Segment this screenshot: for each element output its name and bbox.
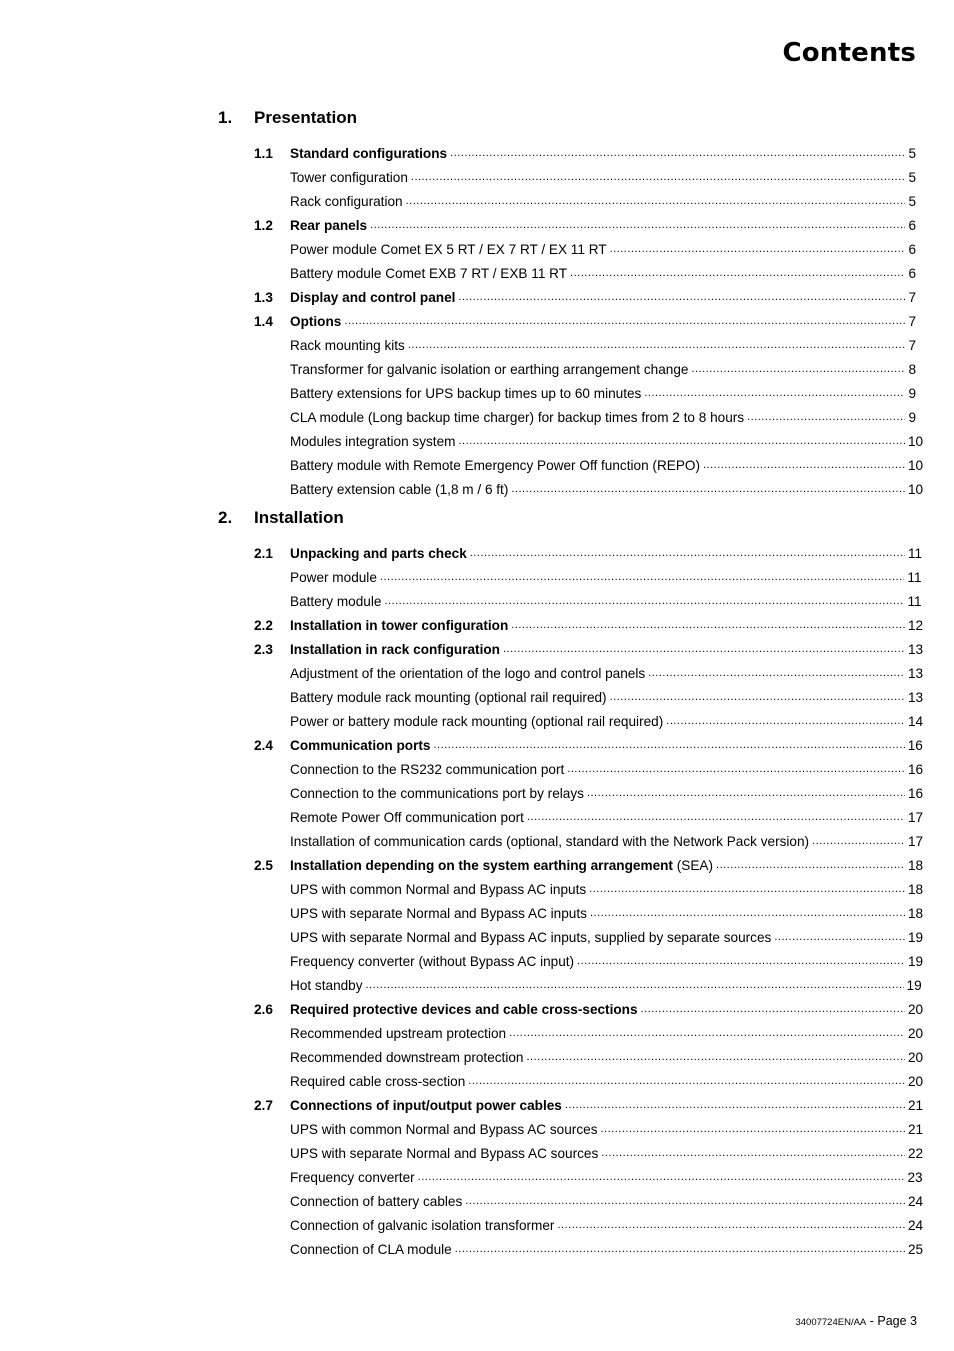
toc-subsection-entry[interactable] (218, 898, 924, 922)
dot-leader (644, 385, 905, 402)
entry-page-number: 20 (908, 1074, 924, 1089)
entry-title (290, 337, 405, 354)
toc-subsection-entry[interactable] (218, 1066, 924, 1090)
entry-title-text: Connection to the RS232 communication port (290, 762, 565, 777)
dot-leader (380, 569, 904, 586)
toc-subsection-entry[interactable] (218, 778, 924, 802)
dot-leader (601, 1145, 905, 1162)
toc-section-entry[interactable] (218, 306, 916, 330)
entry-title (290, 313, 341, 330)
chapter-title: Presentation (254, 108, 357, 127)
dot-leader (641, 1001, 905, 1018)
entry-title (290, 929, 771, 946)
toc-subsection-entry[interactable] (218, 354, 916, 378)
toc-subsection-entry[interactable] (218, 162, 916, 186)
entry-page-number: 14 (908, 714, 924, 729)
entry-title (290, 169, 408, 186)
section-number: 2.4 (254, 738, 273, 753)
entry-title (290, 857, 713, 874)
entry-title-text: Hot standby (290, 978, 363, 993)
entry-title-text: Installation of communication cards (optional, standard with the Network Pack version) (290, 834, 810, 849)
entry-title (290, 665, 645, 682)
entry-page-number: 5 (908, 146, 916, 161)
chapter-title: Installation (254, 508, 344, 527)
dot-leader (703, 457, 905, 474)
entry-title (290, 1073, 465, 1090)
section-number: 2.6 (254, 1002, 273, 1017)
toc-subsection-entry[interactable] (218, 1186, 924, 1210)
entry-page-number: 25 (908, 1242, 924, 1257)
entry-title (290, 217, 367, 234)
entry-title-text: Connection of battery cables (290, 1194, 463, 1209)
entry-title-text: CLA module (Long backup time charger) for backup times from 2 to 8 hours (290, 410, 745, 425)
entry-title-text: Remote Power Off communication port (290, 810, 524, 825)
dot-leader (418, 1169, 905, 1186)
entry-page-number: 8 (908, 362, 916, 377)
entry-title (290, 145, 447, 162)
entry-title-text: Modules integration system (290, 434, 456, 449)
entry-title-text: Battery module with Remote Emergency Power Off function (REPO) (290, 458, 700, 473)
toc-subsection-entry[interactable] (218, 186, 916, 210)
chapter-number: 1. (218, 108, 233, 127)
entry-title-text: Frequency converter (290, 1170, 415, 1185)
entry-title (290, 1241, 452, 1258)
toc-subsection-entry[interactable] (218, 562, 922, 586)
entry-title (290, 833, 809, 850)
entry-title (290, 569, 377, 586)
entry-title-text: Required protective devices and cable cross-sections (290, 1002, 638, 1017)
entry-title-text: Battery module Comet EXB 7 RT / EXB 11 RT (290, 266, 568, 281)
entry-title-text: Transformer for galvanic isolation or earthing arrangement change (290, 362, 689, 377)
entry-title-text: Installation depending on the system earthing arrangement (290, 858, 673, 873)
entry-title (290, 241, 607, 258)
dot-leader (601, 1121, 906, 1138)
toc-subsection-entry[interactable] (218, 426, 924, 450)
entry-page-number: 24 (908, 1218, 924, 1233)
dot-leader (465, 1193, 905, 1210)
section-number: 2.2 (254, 618, 273, 633)
dot-leader (468, 1073, 905, 1090)
entry-title-text: Power module Comet EX 5 RT / EX 7 RT / EX 11 RT (290, 242, 607, 257)
dot-leader (716, 857, 905, 874)
entry-page-number: 20 (908, 1050, 924, 1065)
dot-leader (610, 241, 905, 258)
entry-page-number: 18 (908, 858, 924, 873)
entry-page-number: 20 (908, 1026, 924, 1041)
entry-page-number: 23 (907, 1170, 923, 1185)
entry-title (290, 881, 586, 898)
entry-title (290, 761, 564, 778)
toc-subsection-entry[interactable] (218, 706, 924, 730)
entry-title (290, 545, 467, 562)
toc-subsection-entry[interactable] (218, 754, 924, 778)
entry-title-text: Rack mounting kits (290, 338, 405, 353)
entry-title-text: Rear panels (290, 218, 368, 233)
dot-leader (570, 265, 905, 282)
section-number: 2.5 (254, 858, 273, 873)
entry-title-text: Adjustment of the orientation of the logo and control panels (290, 666, 646, 681)
entry-title-text: Frequency converter (without Bypass AC input) (290, 954, 575, 969)
toc-section-entry[interactable] (218, 1090, 924, 1114)
chapter-heading[interactable] (218, 508, 916, 538)
entry-page-number: 16 (908, 786, 924, 801)
entry-page-number: 9 (908, 386, 916, 401)
entry-title-text: Power or battery module rack mounting (optional rail required) (290, 714, 664, 729)
entry-title (290, 1097, 562, 1114)
toc-section-entry[interactable] (218, 730, 923, 754)
toc-subsection-entry[interactable] (218, 922, 924, 946)
dot-leader (384, 593, 904, 610)
entry-title-text: Rack configuration (290, 194, 403, 209)
entry-title-text: Battery module (290, 594, 382, 609)
entry-title-text: Connection to the communications port by relays (290, 786, 584, 801)
entry-title (290, 617, 508, 634)
dot-leader (406, 193, 905, 210)
dot-leader (691, 361, 905, 378)
entry-title (290, 1121, 598, 1138)
dot-leader (666, 713, 905, 730)
table-of-contents (218, 108, 924, 1258)
entry-title-text: Battery extension cable (1,8 m / 6 ft) (290, 482, 509, 497)
entry-title (290, 953, 574, 970)
entry-page-number: 19 (908, 954, 924, 969)
entry-page-number: 9 (908, 410, 916, 425)
dot-leader (511, 617, 905, 634)
entry-title (290, 977, 363, 994)
entry-title-text: Power module (290, 570, 377, 585)
entry-title (290, 409, 744, 426)
dot-leader (527, 809, 905, 826)
dot-leader (526, 1049, 905, 1066)
entry-title (290, 193, 403, 210)
entry-title (290, 1193, 462, 1210)
toc-subsection-entry[interactable] (218, 330, 916, 354)
entry-title (290, 1025, 506, 1042)
entry-page-number: 10 (908, 434, 924, 449)
entry-title-text: Battery module rack mounting (optional rail required) (290, 690, 607, 705)
entry-page-number: 24 (908, 1194, 924, 1209)
dot-leader (590, 905, 905, 922)
dot-leader (433, 737, 904, 754)
entry-page-number: 18 (908, 906, 924, 921)
dot-leader (587, 785, 905, 802)
entry-page-number: 5 (908, 194, 916, 209)
entry-title-text: Options (290, 314, 342, 329)
toc-subsection-entry[interactable] (218, 1210, 924, 1234)
dot-leader (577, 953, 905, 970)
entry-title (290, 641, 500, 658)
entry-title (290, 289, 455, 306)
page-footer (795, 1314, 917, 1328)
entry-page-number: 17 (908, 834, 924, 849)
section-number: 1.4 (254, 314, 273, 329)
dot-leader (565, 1097, 905, 1114)
entry-title (290, 593, 381, 610)
toc-subsection-entry[interactable] (218, 258, 916, 282)
dot-leader (458, 289, 905, 306)
entry-title-text: UPS with separate Normal and Bypass AC inputs, supplied by separate sources (290, 930, 772, 945)
entry-page-number: 13 (908, 642, 924, 657)
entry-page-number: 12 (908, 618, 924, 633)
toc-subsection-entry[interactable] (218, 234, 916, 258)
entry-title (290, 689, 607, 706)
section-number: 1.1 (254, 146, 273, 161)
dot-leader (774, 929, 905, 946)
toc-section-entry[interactable] (218, 634, 924, 658)
toc-subsection-entry[interactable] (218, 402, 916, 426)
entry-title-text: Unpacking and parts check (290, 546, 467, 561)
entry-page-number: 17 (908, 810, 924, 825)
chapter-number: 2. (218, 508, 233, 527)
entry-title (290, 385, 641, 402)
entry-title-text: UPS with common Normal and Bypass AC sources (290, 1122, 598, 1137)
entry-page-number: 21 (908, 1098, 924, 1113)
toc-subsection-entry[interactable] (218, 874, 924, 898)
toc-subsection-entry[interactable] (218, 1042, 924, 1066)
toc-section-entry[interactable] (218, 138, 916, 162)
toc-subsection-entry[interactable] (218, 450, 924, 474)
toc-subsection-entry[interactable] (218, 802, 924, 826)
entry-title-text: Tower configuration (290, 170, 408, 185)
entry-title-text: Recommended downstream protection (290, 1050, 524, 1065)
document-code: 34007724EN/AA (795, 1317, 867, 1328)
entry-page-number: 6 (908, 266, 916, 281)
entry-page-number: 10 (908, 458, 924, 473)
toc-subsection-entry[interactable] (218, 586, 922, 610)
entry-page-number: 16 (907, 738, 923, 753)
dot-leader (450, 145, 905, 162)
toc-subsection-entry[interactable] (218, 1162, 923, 1186)
section-number: 2.3 (254, 642, 273, 657)
entry-title-text: Installation in rack configuration (290, 642, 500, 657)
page-number: - Page 3 (866, 1314, 917, 1328)
toc-section-entry[interactable] (218, 994, 924, 1018)
toc-subsection-entry[interactable] (218, 658, 924, 682)
toc-section-entry[interactable] (218, 210, 916, 234)
toc-subsection-entry[interactable] (218, 474, 924, 498)
dot-leader (747, 409, 905, 426)
entry-page-number: 6 (908, 242, 916, 257)
entry-page-number: 10 (908, 482, 924, 497)
entry-page-number: 5 (908, 170, 916, 185)
toc-section-entry[interactable] (218, 610, 924, 634)
toc-subsection-entry[interactable] (218, 946, 924, 970)
toc-subsection-entry[interactable] (218, 1234, 924, 1258)
dot-leader (503, 641, 905, 658)
chapter-heading[interactable] (218, 108, 916, 138)
toc-section-entry[interactable] (218, 850, 924, 874)
entry-title (290, 433, 455, 450)
dot-leader (344, 313, 905, 330)
entry-title-text: Recommended upstream protection (290, 1026, 507, 1041)
entry-title (290, 785, 584, 802)
section-number: 2.1 (254, 546, 273, 561)
section-number: 2.7 (254, 1098, 273, 1113)
dot-leader (370, 217, 905, 234)
dot-leader (567, 761, 905, 778)
entry-page-number: 13 (908, 666, 924, 681)
section-number: 1.2 (254, 218, 273, 233)
entry-page-number: 7 (908, 338, 916, 353)
entry-title-text: Connection of CLA module (290, 1242, 452, 1257)
entry-page-number: 6 (908, 218, 916, 233)
entry-title (290, 905, 587, 922)
entry-page-number: 21 (908, 1122, 924, 1137)
entry-page-number: 11 (908, 546, 923, 561)
toc-subsection-entry[interactable] (218, 1138, 924, 1162)
entry-page-number: 19 (906, 978, 922, 993)
dot-leader (589, 881, 905, 898)
section-number: 1.3 (254, 290, 273, 305)
dot-leader (648, 665, 905, 682)
entry-title (290, 1169, 415, 1186)
entry-title (290, 1001, 638, 1018)
dot-leader (509, 1025, 905, 1042)
entry-title-text: Display and control panel (290, 290, 456, 305)
toc-subsection-entry[interactable] (218, 682, 924, 706)
entry-page-number: 11 (907, 594, 922, 609)
entry-title (290, 481, 508, 498)
entry-title (290, 457, 700, 474)
entry-title (290, 361, 688, 378)
entry-title-suffix: (SEA) (676, 858, 714, 873)
dot-leader (812, 833, 905, 850)
entry-title-text: UPS with separate Normal and Bypass AC inputs (290, 906, 587, 921)
toc-subsection-entry[interactable] (218, 1114, 924, 1138)
dot-leader (470, 545, 905, 562)
entry-page-number: 7 (908, 290, 916, 305)
dot-leader (411, 169, 905, 186)
toc-subsection-entry[interactable] (218, 1018, 924, 1042)
dot-leader (408, 337, 905, 354)
entry-title (290, 713, 663, 730)
entry-page-number: 7 (908, 314, 916, 329)
entry-title-text: Connection of galvanic isolation transformer (290, 1218, 555, 1233)
entry-title (290, 265, 567, 282)
toc-section-entry[interactable] (218, 538, 923, 562)
toc-subsection-entry[interactable] (218, 970, 922, 994)
entry-title (290, 1145, 598, 1162)
entry-title-text: Required cable cross-section (290, 1074, 466, 1089)
entry-page-number: 16 (908, 762, 924, 777)
entry-page-number: 22 (908, 1146, 924, 1161)
entry-title (290, 1049, 523, 1066)
dot-leader (511, 481, 905, 498)
entry-title-text: Connections of input/output power cables (290, 1098, 562, 1113)
toc-section-entry[interactable] (218, 282, 916, 306)
entry-page-number: 13 (908, 690, 924, 705)
toc-subsection-entry[interactable] (218, 826, 924, 850)
dot-leader (557, 1217, 905, 1234)
dot-leader (366, 977, 904, 994)
entry-page-number: 20 (908, 1002, 924, 1017)
entry-title (290, 1217, 554, 1234)
dot-leader (610, 689, 905, 706)
entry-title-text: Standard configurations (290, 146, 448, 161)
dot-leader (458, 433, 905, 450)
page-title: Contents (782, 38, 916, 68)
toc-subsection-entry[interactable] (218, 378, 916, 402)
entry-title (290, 737, 430, 754)
entry-title-text: Installation in tower configuration (290, 618, 509, 633)
entry-page-number: 19 (908, 930, 924, 945)
entry-title (290, 809, 524, 826)
entry-title-text: Battery extensions for UPS backup times up to 60 minutes (290, 386, 642, 401)
entry-page-number: 11 (907, 570, 922, 585)
entry-title-text: Communication ports (290, 738, 431, 753)
entry-page-number: 18 (908, 882, 924, 897)
dot-leader (455, 1241, 905, 1258)
entry-title-text: UPS with common Normal and Bypass AC inputs (290, 882, 587, 897)
entry-title-text: UPS with separate Normal and Bypass AC sources (290, 1146, 599, 1161)
